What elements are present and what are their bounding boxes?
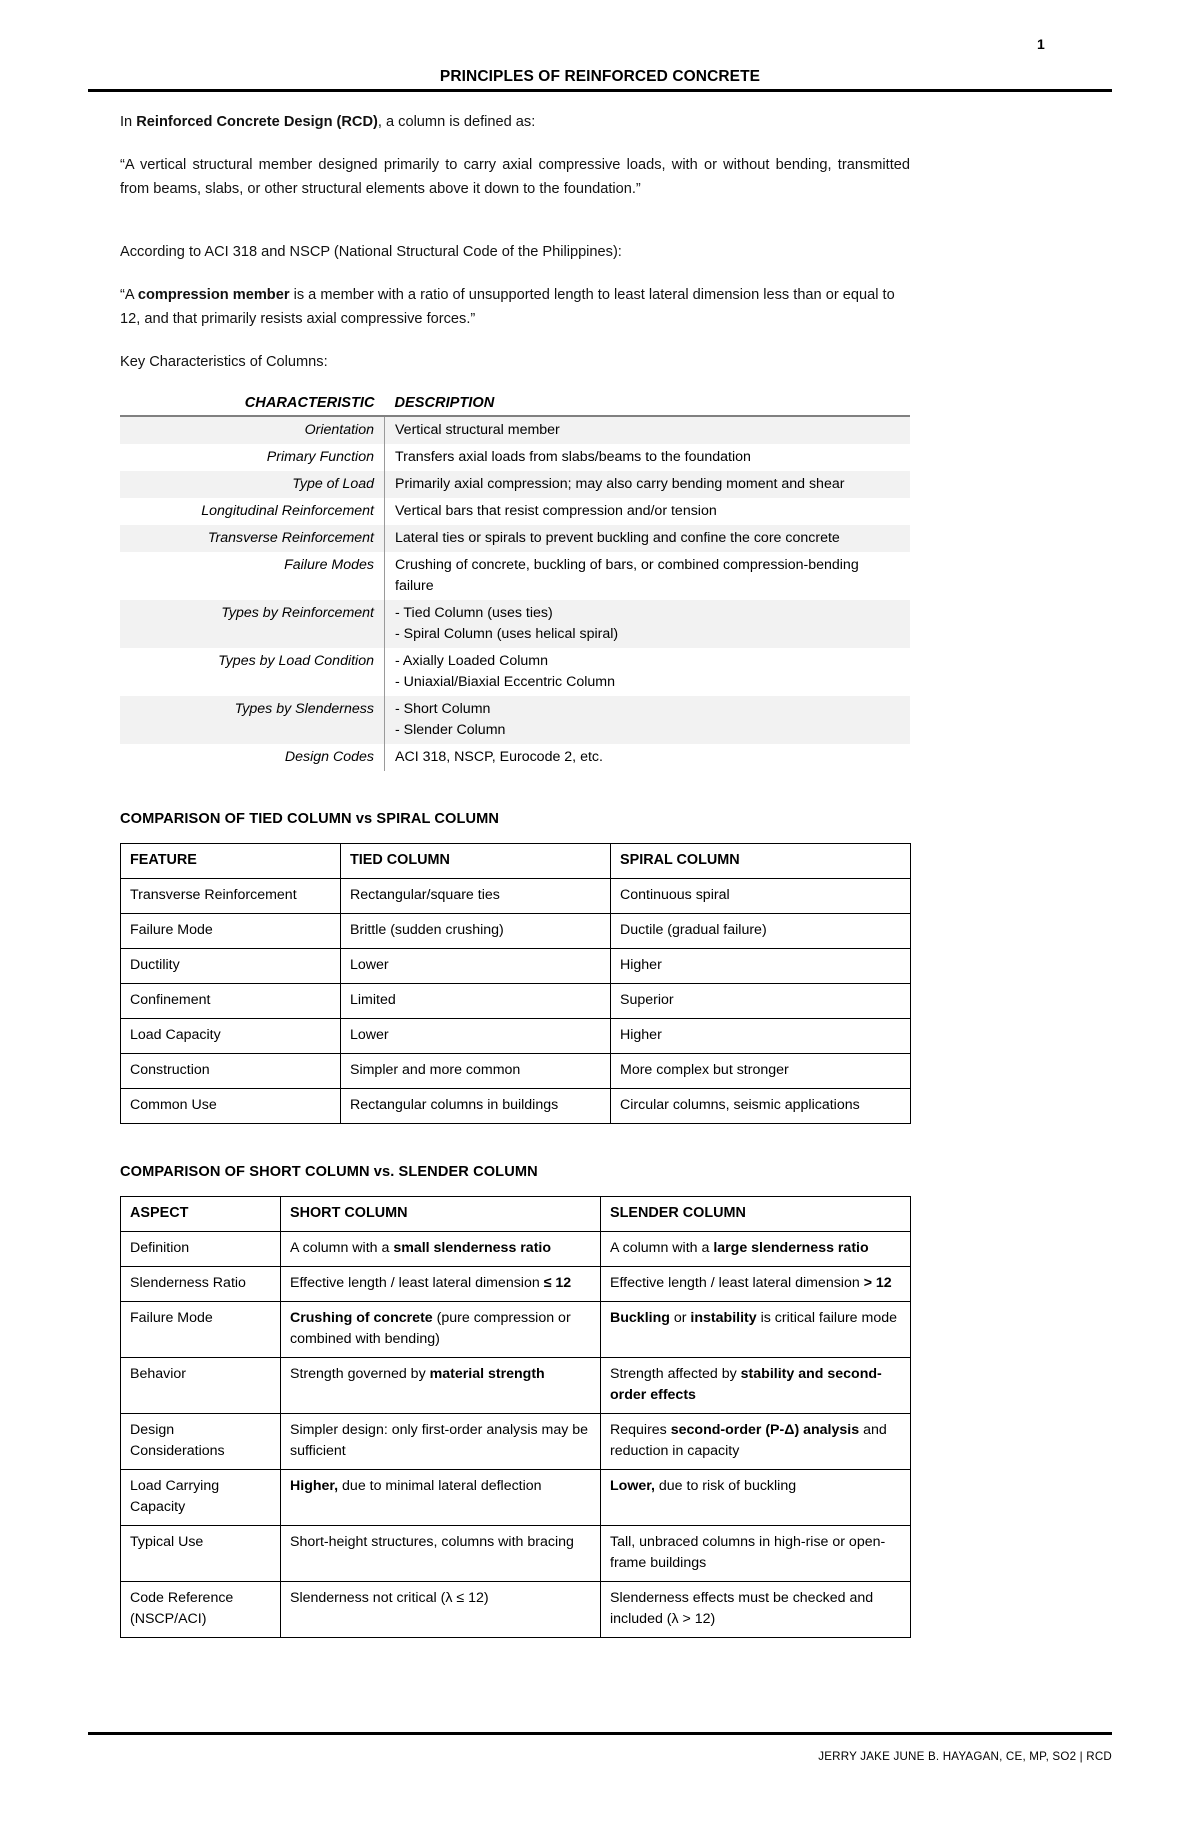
key-characteristics-head [120, 393, 910, 416]
spiral-column-cell: Continuous spiral [611, 879, 911, 914]
plain-text: and reduction in capacity [610, 1422, 887, 1459]
tied-vs-spiral-table [120, 843, 911, 1124]
footer-divider [88, 1732, 1112, 1735]
plain-text: or [669, 1310, 691, 1326]
tied-column-cell: Lower [341, 1019, 611, 1054]
slender-column-cell [601, 1526, 911, 1582]
tied-column-cell: Lower [341, 949, 611, 984]
description-cell: Lateral ties or spirals to prevent buckling and confine the core concrete [385, 525, 911, 552]
code-reference-line: According to ACI 318 and NSCP (National Structural Code of the Philippines): [120, 244, 622, 260]
description-cell: ACI 318, NSCP, Eurocode 2, etc. [395, 749, 603, 765]
aspect-cell: Design Considerations [121, 1414, 281, 1470]
table-row [121, 1019, 911, 1054]
plain-text: Slenderness not critical (λ ≤ 12) [290, 1590, 489, 1606]
intro-post: , a column is defined as: [377, 114, 536, 130]
feature-cell: Failure Mode [121, 914, 341, 949]
characteristic-cell: Failure Modes [120, 552, 385, 600]
column-header-feature: FEATURE [121, 844, 341, 879]
plain-text: Effective length / least lateral dimension [610, 1275, 864, 1291]
emphasis-text: Buckling [610, 1310, 670, 1326]
tied-column-cell: Brittle (sudden crushing) [341, 914, 611, 949]
page-number: 1 [1037, 36, 1045, 52]
table-row [121, 1582, 911, 1638]
slender-column-cell [601, 1267, 911, 1302]
plain-text: Short-height structures, columns with bracing [290, 1534, 574, 1550]
plain-text: Simpler design: only first-order analysis may be sufficient [290, 1422, 589, 1459]
table-row [121, 1470, 911, 1526]
column-header-tied-column: TIED COLUMN [341, 844, 611, 879]
table-row [120, 471, 910, 498]
aspect-cell: Failure Mode [121, 1302, 281, 1358]
characteristic-cell: Types by Reinforcement [120, 600, 385, 648]
plain-text: Requires [610, 1422, 671, 1438]
emphasis-text: Higher, [290, 1478, 339, 1494]
quote2-pre: “A [120, 287, 138, 303]
spiral-column-cell: Circular columns, seismic applications [611, 1089, 911, 1124]
short-column-cell [281, 1414, 601, 1470]
characteristic-cell: Design Codes [120, 744, 385, 771]
page-title: PRINCIPLES OF REINFORCED CONCRETE [439, 68, 761, 85]
description-cell: Transfers axial loads from slabs/beams to the foundation [395, 449, 751, 465]
column-header-aspect: ASPECT [121, 1197, 281, 1232]
slender-column-cell [601, 1414, 911, 1470]
tied-vs-spiral-body [121, 879, 911, 1124]
spiral-column-cell: More complex but stronger [611, 1054, 911, 1089]
heading-tied-vs-spiral: COMPARISON OF TIED COLUMN vs SPIRAL COLUMN [120, 811, 500, 827]
description-cell: Primarily axial compression; may also carry bending moment and shear [385, 471, 911, 498]
table-row [121, 1358, 911, 1414]
plain-text: due to risk of buckling [654, 1478, 797, 1494]
characteristic-cell: Types by Slenderness [120, 696, 385, 744]
document-header [88, 68, 1112, 88]
table-row [121, 879, 911, 914]
plain-text: Strength governed by [290, 1366, 430, 1382]
aspect-cell: Typical Use [121, 1526, 281, 1582]
key-characteristics-label: Key Characteristics of Columns: [120, 354, 328, 370]
table-row [120, 498, 910, 525]
paragraph-spacer [120, 220, 910, 240]
key-characteristics-table [120, 393, 910, 771]
emphasis-text: ≤ 12 [543, 1275, 572, 1291]
plain-text: A column with a [290, 1240, 394, 1256]
plain-text: is critical failure mode [756, 1310, 898, 1326]
table-header-row [120, 393, 910, 416]
characteristic-cell: Types by Load Condition [120, 648, 385, 696]
aspect-cell: Slenderness Ratio [121, 1267, 281, 1302]
plain-text: Strength affected by [610, 1366, 741, 1382]
plain-text: due to minimal lateral deflection [338, 1478, 542, 1494]
table-header-row [121, 844, 911, 879]
spiral-column-cell: Higher [611, 949, 911, 984]
column-header-description: DESCRIPTION [385, 393, 911, 416]
description-cell: Crushing of concrete, buckling of bars, or combined compression-bending failure [395, 557, 859, 594]
feature-cell: Common Use [121, 1089, 341, 1124]
feature-cell: Transverse Reinforcement [121, 879, 341, 914]
table-row [120, 648, 910, 696]
short-column-cell [281, 1470, 601, 1526]
table-row [121, 1089, 911, 1124]
feature-cell: Ductility [121, 949, 341, 984]
spiral-column-cell: Superior [611, 984, 911, 1019]
table-row [121, 1414, 911, 1470]
quote2-post: is a member with a ratio of unsupported length to least lateral dimension less than or equal to 12, and that primarily resists axial compressive forces.” [120, 287, 895, 327]
slender-column-cell [601, 1232, 911, 1267]
header-divider [88, 89, 1112, 92]
description-cell: Vertical structural member [385, 416, 911, 444]
tied-column-cell: Rectangular columns in buildings [341, 1089, 611, 1124]
table-row [121, 1302, 911, 1358]
tied-column-cell: Limited [341, 984, 611, 1019]
tied-vs-spiral-head [121, 844, 911, 879]
tied-column-cell: Rectangular/square ties [341, 879, 611, 914]
table-row [120, 552, 910, 600]
table-row [120, 525, 910, 552]
emphasis-text: material strength [429, 1366, 545, 1382]
table-row [121, 1232, 911, 1267]
table-row [120, 444, 910, 471]
description-cell: - Short Column - Slender Column [385, 696, 911, 744]
emphasis-text: stability and second-order effects [610, 1366, 882, 1403]
aspect-cell: Code Reference (NSCP/ACI) [121, 1582, 281, 1638]
heading-short-vs-slender: COMPARISON OF SHORT COLUMN vs. SLENDER COLUMN [120, 1164, 538, 1180]
emphasis-text: > 12 [863, 1275, 892, 1291]
characteristic-cell: Longitudinal Reinforcement [120, 498, 385, 525]
intro-bold-term: Reinforced Concrete Design (RCD) [136, 114, 378, 130]
feature-cell: Construction [121, 1054, 341, 1089]
slender-column-cell [601, 1358, 911, 1414]
short-column-cell [281, 1267, 601, 1302]
definition-quote-1: “A vertical structural member designed primarily to carry axial compressive loads, with or without bending, transmitted from beams, slabs, or other structural elements above it down to the foundation.” [120, 157, 910, 197]
description-cell: - Tied Column (uses ties) - Spiral Column (uses helical spiral) [385, 600, 911, 648]
plain-text: (pure compression or combined with bending) [290, 1310, 571, 1347]
quote2-bold-term: compression member [137, 287, 290, 303]
spiral-column-cell: Higher [611, 1019, 911, 1054]
slender-column-cell [601, 1582, 911, 1638]
table-row [120, 600, 910, 648]
plain-text: Slenderness effects must be checked and included (λ > 12) [610, 1590, 874, 1627]
spiral-column-cell: Ductile (gradual failure) [611, 914, 911, 949]
characteristic-cell: Primary Function [120, 444, 385, 471]
table-row [121, 1054, 911, 1089]
plain-text: Tall, unbraced columns in high-rise or open-frame buildings [610, 1534, 886, 1571]
aspect-cell: Behavior [121, 1358, 281, 1414]
emphasis-text: Crushing of concrete [290, 1310, 433, 1326]
slender-column-cell [601, 1470, 911, 1526]
plain-text: Effective length / least lateral dimension [290, 1275, 544, 1291]
table-row [121, 1526, 911, 1582]
footer-attribution: JERRY JAKE JUNE B. HAYAGAN, CE, MP, SO2 | RCD [818, 1750, 1112, 1763]
feature-cell: Load Capacity [121, 1019, 341, 1054]
emphasis-text: second-order (P-Δ) analysis [670, 1422, 860, 1438]
column-header-slender-column: SLENDER COLUMN [601, 1197, 911, 1232]
table-row [120, 416, 910, 444]
column-header-short-column: SHORT COLUMN [281, 1197, 601, 1232]
table-row [121, 914, 911, 949]
slender-column-cell [601, 1302, 911, 1358]
aspect-cell: Load Carrying Capacity [121, 1470, 281, 1526]
emphasis-text: instability [690, 1310, 757, 1326]
key-characteristics-body [120, 416, 910, 771]
aspect-cell: Definition [121, 1232, 281, 1267]
short-column-cell [281, 1232, 601, 1267]
short-vs-slender-head [121, 1197, 911, 1232]
emphasis-text: large slenderness ratio [713, 1240, 869, 1256]
description-cell: - Axially Loaded Column - Uniaxial/Biaxial Eccentric Column [395, 653, 615, 690]
document-body [120, 110, 910, 1638]
table-header-row [121, 1197, 911, 1232]
short-vs-slender-table [120, 1196, 911, 1638]
tied-column-cell: Simpler and more common [341, 1054, 611, 1089]
description-cell: Vertical bars that resist compression and/or tension [395, 503, 717, 519]
emphasis-text: Lower, [610, 1478, 655, 1494]
short-column-cell [281, 1582, 601, 1638]
table-row [121, 984, 911, 1019]
column-header-spiral-column: SPIRAL COLUMN [611, 844, 911, 879]
table-row [121, 949, 911, 984]
table-row [120, 744, 910, 771]
intro-pre: In [120, 114, 137, 130]
table-row [120, 696, 910, 744]
definition-quote-2 [120, 283, 910, 331]
characteristic-cell: Orientation [120, 416, 385, 444]
table-row [121, 1267, 911, 1302]
emphasis-text: small slenderness ratio [393, 1240, 552, 1256]
short-column-cell [281, 1358, 601, 1414]
short-column-cell [281, 1526, 601, 1582]
plain-text: A column with a [610, 1240, 714, 1256]
characteristic-cell: Type of Load [120, 471, 385, 498]
short-vs-slender-body [121, 1232, 911, 1638]
short-column-cell [281, 1302, 601, 1358]
feature-cell: Confinement [121, 984, 341, 1019]
intro-definition-line [120, 110, 910, 134]
column-header-characteristic: CHARACTERISTIC [120, 393, 385, 416]
characteristic-cell: Transverse Reinforcement [120, 525, 385, 552]
